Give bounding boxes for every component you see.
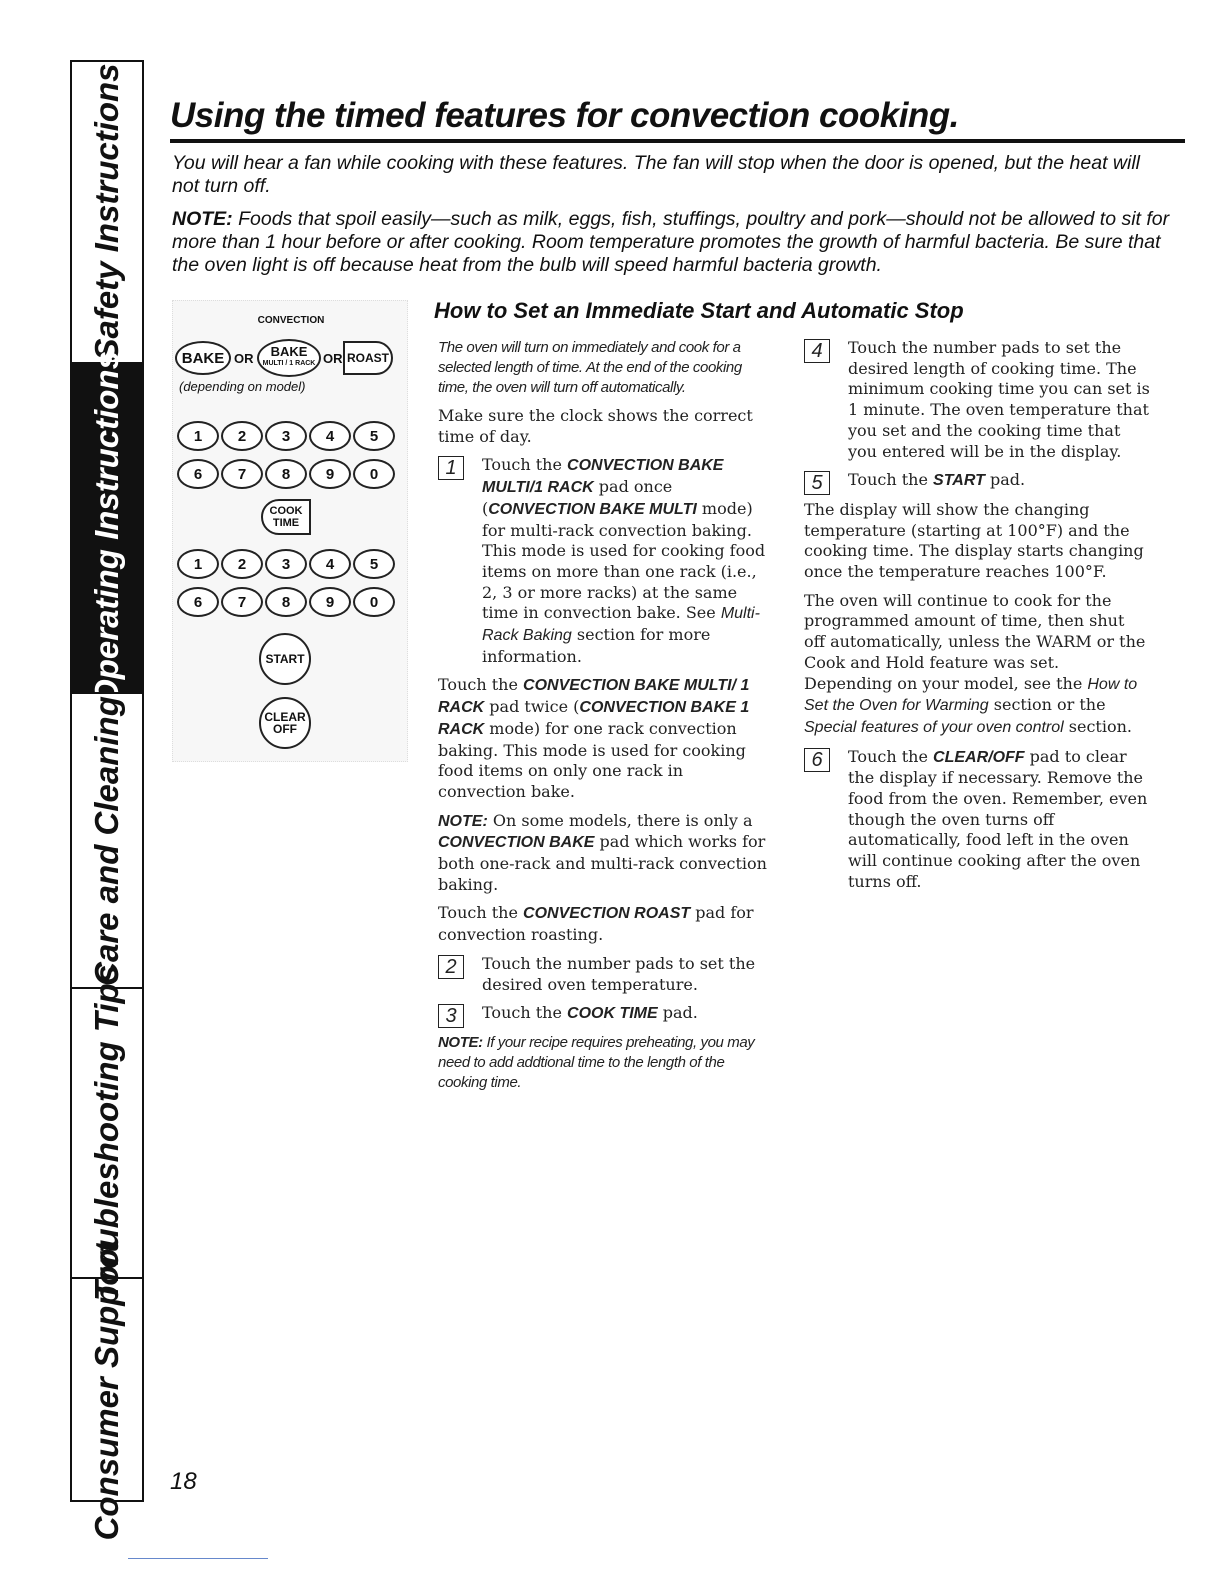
display-paragraph: The display will show the changing temperature (starting at 100°F) and the cooking time. The display starts changing once the temperature reaches 100°F. — [804, 499, 1144, 582]
safety-note — [172, 208, 1182, 277]
digit-pad: 2 — [221, 549, 263, 579]
digit-pad: 8 — [265, 459, 307, 489]
step-text: Touch the — [848, 470, 934, 490]
step-1-alternate — [438, 675, 770, 802]
pad-name: START — [933, 472, 985, 490]
section-reference: Multi-Rack Baking — [482, 605, 760, 645]
step-6 — [804, 747, 1150, 893]
digit-pad: 9 — [309, 587, 351, 617]
tab-label: Troubleshooting Tips — [88, 964, 125, 1302]
footer-rule — [128, 1558, 268, 1559]
clock-paragraph: Make sure the clock shows the correct time of day. — [438, 406, 753, 446]
step-text: pad. — [657, 1003, 698, 1023]
tab-troubleshooting-tips[interactable] — [72, 964, 142, 1302]
instructions-column-1 — [438, 338, 770, 1101]
digit-pad: 7 — [221, 587, 263, 617]
cook-time-pad: COOK TIME — [261, 499, 311, 535]
depending-on-model: (depending on model) — [179, 379, 306, 394]
step-text: Touch the — [438, 903, 524, 923]
step-text: On some models, there is only a — [487, 810, 753, 830]
bake-multi-pad — [257, 339, 321, 377]
tab-operating-instructions[interactable] — [72, 351, 142, 705]
tab-label: Operating Instructions — [88, 351, 125, 705]
intro-text: You will hear a fan while cooking with these features. The fan will stop when the door is opened, but the heat will not turn off. — [172, 152, 1140, 197]
tab-consumer-support[interactable] — [72, 1241, 142, 1540]
step-1-note — [438, 811, 770, 896]
step-5 — [804, 470, 1150, 495]
note-label: NOTE: — [172, 208, 233, 230]
bake-pad: BAKE — [175, 341, 231, 375]
step-text: section for more information. — [482, 625, 711, 666]
digit-pad: 6 — [177, 587, 219, 617]
start-pad: START — [259, 633, 311, 685]
or-label: OR — [234, 351, 254, 366]
digit-pad: 6 — [177, 459, 219, 489]
note-text: If your recipe requires preheating, you may need to add addtional time to the length of the cooking time. — [438, 1033, 755, 1091]
multi-rack-label: MULTI / 1 RACK — [262, 360, 316, 367]
digit-pad: 1 — [177, 421, 219, 451]
tab-label: Care and Cleaning — [88, 695, 125, 986]
digit-pad: 2 — [221, 421, 263, 451]
tab-label: Consumer Support — [88, 1241, 125, 1540]
convection-label: CONVECTION — [257, 315, 325, 326]
step-1 — [438, 455, 770, 667]
note-text: Foods that spoil easily—such as milk, eggs, fish, stuffings, poultry and pork—should not be allowed to sit for more than 1 hour before or after cooking. Room temperature promotes the growth of harmful bacteria. Be sure that the oven light is off because heat from the bulb will speed harmful bacteria growth. — [172, 208, 1170, 276]
digit-pad: 4 — [309, 421, 351, 451]
title-rule — [170, 139, 1185, 143]
page-title: Using the timed features for convection cooking. — [170, 96, 959, 135]
lead-paragraph: The oven will turn on immediately and cook for a selected length of time. At the end of the cooking time, the oven will turn off automatically. — [438, 339, 742, 396]
section-reference: How to Set the Oven for Warming — [804, 675, 1138, 715]
section-heading: How to Set an Immediate Start and Automatic Stop — [434, 298, 964, 323]
step-text: pad to clear the display if necessary. Remove the food from the oven. Remember, even though the oven turns off automatically, food left in the oven will continue cooking after the oven turns off. — [848, 746, 1148, 891]
instructions-column-2 — [804, 338, 1150, 901]
pad-name: CLEAR/OFF — [933, 748, 1025, 766]
continue-paragraph — [804, 591, 1150, 739]
pad-name: CONVECTION BAKE MULTI/1 RACK — [482, 457, 724, 497]
digit-pad: 9 — [309, 459, 351, 489]
step-number: 2 — [438, 955, 464, 979]
step-number: 4 — [804, 339, 830, 363]
mode-name: CONVECTION BAKE MULTI — [488, 500, 697, 518]
digit-pad: 0 — [353, 587, 395, 617]
tab-label: Safety Instructions — [88, 63, 125, 361]
step-1-roast — [438, 903, 770, 945]
paragraph-text: section or the — [988, 695, 1106, 715]
digit-pad: 3 — [265, 421, 307, 451]
digit-pad: 5 — [353, 549, 395, 579]
roast-pad: ROAST — [343, 341, 393, 375]
digit-pad: 5 — [353, 421, 395, 451]
step-3 — [438, 1003, 770, 1028]
step-2 — [438, 954, 770, 995]
clear-off-pad: CLEAR OFF — [259, 697, 311, 749]
side-tab-bar — [70, 60, 144, 1540]
tab-safety-instructions[interactable] — [72, 62, 142, 362]
bake-multi-label: BAKE — [270, 344, 308, 359]
step-text: pad. — [984, 470, 1026, 490]
step-4 — [804, 338, 1150, 462]
page-number: 18 — [170, 1468, 197, 1495]
note-label: NOTE: — [438, 812, 488, 830]
or-label: OR — [323, 351, 343, 366]
step-number: 5 — [804, 471, 830, 495]
step-text: pad for convection roasting. — [438, 903, 754, 945]
step-text: pad twice ( — [484, 697, 580, 717]
tab-care-and-cleaning[interactable] — [72, 692, 142, 987]
step-text: Touch the number pads to set the desired oven temperature. — [482, 953, 756, 994]
step-number: 3 — [438, 1004, 464, 1028]
digit-pad: 3 — [265, 549, 307, 579]
paragraph-text: section. — [1063, 716, 1132, 736]
mode-name: CONVECTION BAKE 1 RACK — [438, 699, 750, 738]
step-text: pad once ( — [482, 477, 673, 518]
digit-pad: 0 — [353, 459, 395, 489]
step-number: 1 — [438, 456, 464, 480]
step-text: Touch the — [482, 1003, 568, 1023]
pad-name: CONVECTION BAKE MULTI/ 1 RACK — [438, 677, 750, 717]
step-text: Touch the — [848, 746, 934, 766]
step-text: mode) for one rack convection baking. This mode is used for cooking food items on only one rack in convection bake. — [438, 718, 746, 801]
step-text: Touch the — [438, 675, 524, 695]
preheat-note — [438, 1033, 770, 1093]
step-number: 6 — [804, 748, 830, 772]
pad-name: COOK TIME — [567, 1005, 658, 1023]
paragraph-text: The oven will continue to cook for the programmed amount of time, then shut off automatically, unless the WARM or the Cook and Hold feature was set. Depending on your model, see the — [804, 590, 1146, 693]
step-text: Touch the — [482, 455, 568, 475]
control-panel-illustration — [172, 300, 408, 762]
step-text: mode) for multi-rack convection baking. This mode is used for cooking food items on more than one rack (i.e., 2, 3 or more racks) at the same time in convection bake. See — [482, 498, 766, 623]
digit-pad: 1 — [177, 549, 219, 579]
section-reference: Special features of your oven control — [804, 718, 1064, 736]
digit-pad: 7 — [221, 459, 263, 489]
pad-name: CONVECTION BAKE — [438, 834, 595, 852]
digit-pad: 8 — [265, 587, 307, 617]
note-label: NOTE: — [438, 1033, 483, 1051]
pad-name: CONVECTION ROAST — [523, 905, 691, 923]
digit-pad: 4 — [309, 549, 351, 579]
step-text: Touch the number pads to set the desired length of cooking time. The minimum cooking time you can set is 1 minute. The oven temperature that you set and the cooking time that you entered will be in the display. — [848, 338, 1150, 461]
step-text: pad which works for both one-rack and multi-rack convection baking. — [438, 832, 767, 894]
